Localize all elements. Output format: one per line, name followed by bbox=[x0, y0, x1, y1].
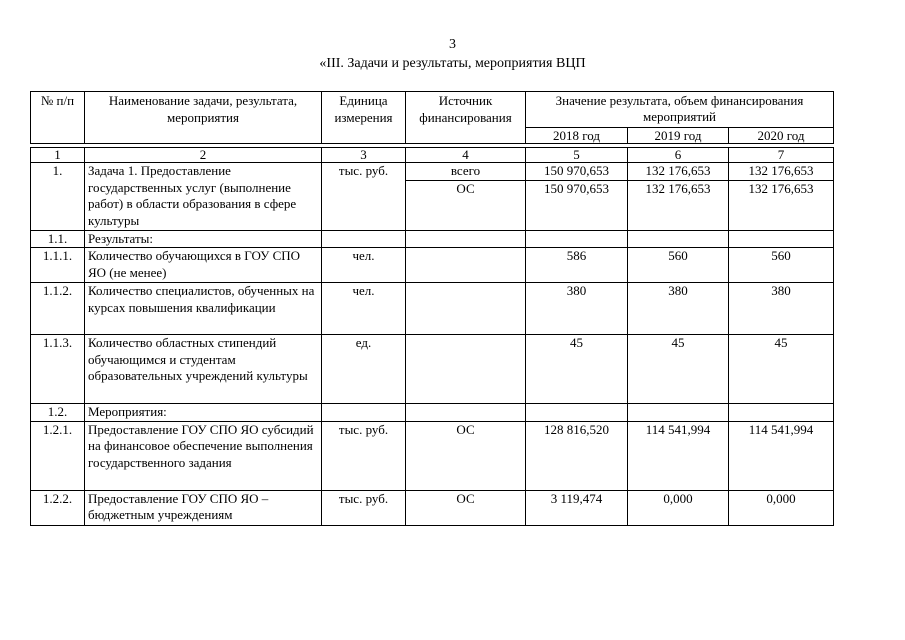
row-name: Предоставление ГОУ СПО ЯО – бюджетным учреждениям bbox=[85, 490, 322, 525]
table-row bbox=[31, 283, 834, 335]
column-number: 3 bbox=[322, 148, 406, 163]
row-value-2018: 150 970,653 bbox=[526, 163, 628, 181]
row-number: 1.1.3. bbox=[31, 335, 85, 404]
row-value-2018 bbox=[526, 230, 628, 248]
header-no: № п/п bbox=[31, 92, 85, 144]
header-source: Источник финансирования bbox=[406, 92, 526, 144]
row-source bbox=[406, 248, 526, 283]
row-source bbox=[406, 283, 526, 335]
row-value-2018: 3 119,474 bbox=[526, 490, 628, 525]
table-row bbox=[31, 248, 834, 283]
row-source bbox=[406, 335, 526, 404]
table-row bbox=[31, 421, 834, 490]
row-name: Результаты: bbox=[85, 230, 322, 248]
row-value-2020: 380 bbox=[729, 283, 834, 335]
row-value-2018: 586 bbox=[526, 248, 628, 283]
row-value-2020 bbox=[729, 404, 834, 422]
row-value-2019 bbox=[628, 404, 729, 422]
row-name: Мероприятия: bbox=[85, 404, 322, 422]
row-number: 1.2.2. bbox=[31, 490, 85, 525]
row-name: Количество специалистов, обученных на курсах повышения квалификации bbox=[85, 283, 322, 335]
row-number: 1.2.1. bbox=[31, 421, 85, 490]
header-name: Наименование задачи, результата, мероприятия bbox=[85, 92, 322, 144]
column-number: 2 bbox=[85, 148, 322, 163]
row-unit: чел. bbox=[322, 283, 406, 335]
row-value-2020 bbox=[729, 230, 834, 248]
row-unit bbox=[322, 404, 406, 422]
column-number: 5 bbox=[526, 148, 628, 163]
row-number: 1.1. bbox=[31, 230, 85, 248]
row-value-2019: 132 176,653 bbox=[628, 180, 729, 230]
row-value-2020: 132 176,653 bbox=[729, 180, 834, 230]
header-year-2019: 2019 год bbox=[628, 128, 729, 144]
row-value-2020: 132 176,653 bbox=[729, 163, 834, 181]
header-unit: Единица измерения bbox=[322, 92, 406, 144]
row-value-2018 bbox=[526, 404, 628, 422]
row-name: Предоставление ГОУ СПО ЯО субсидий на финансовое обеспечение выполнения государственного задания bbox=[85, 421, 322, 490]
row-value-2018: 128 816,520 bbox=[526, 421, 628, 490]
row-unit: ед. bbox=[322, 335, 406, 404]
table-row bbox=[31, 404, 834, 422]
header-value: Значение результата, объем финансирования мероприятий bbox=[526, 92, 834, 128]
table-header bbox=[30, 91, 834, 144]
row-number: 1. bbox=[31, 163, 85, 231]
row-unit: чел. bbox=[322, 248, 406, 283]
row-source: всего bbox=[406, 163, 526, 181]
column-number: 4 bbox=[406, 148, 526, 163]
row-source: ОС bbox=[406, 180, 526, 230]
table-row bbox=[31, 490, 834, 525]
row-source bbox=[406, 404, 526, 422]
row-value-2018: 45 bbox=[526, 335, 628, 404]
row-value-2019: 132 176,653 bbox=[628, 163, 729, 181]
row-value-2018: 380 bbox=[526, 283, 628, 335]
row-number: 1.1.1. bbox=[31, 248, 85, 283]
row-value-2019: 45 bbox=[628, 335, 729, 404]
column-number: 7 bbox=[729, 148, 834, 163]
row-unit: тыс. руб. bbox=[322, 490, 406, 525]
row-source: ОС bbox=[406, 490, 526, 525]
row-value-2019: 380 bbox=[628, 283, 729, 335]
row-value-2020: 560 bbox=[729, 248, 834, 283]
table-row bbox=[31, 335, 834, 404]
row-value-2020: 0,000 bbox=[729, 490, 834, 525]
row-name: Задача 1. Предоставление государственных услуг (выполнение работ) в области образования в сфере культуры bbox=[85, 163, 322, 231]
header-year-2020: 2020 год bbox=[729, 128, 834, 144]
row-value-2019 bbox=[628, 230, 729, 248]
row-value-2019: 0,000 bbox=[628, 490, 729, 525]
column-number: 1 bbox=[31, 148, 85, 163]
row-unit: тыс. руб. bbox=[322, 163, 406, 231]
row-value-2019: 560 bbox=[628, 248, 729, 283]
column-number-row bbox=[31, 148, 834, 163]
section-title: «III. Задачи и результаты, мероприятия ВЦП bbox=[319, 56, 586, 71]
row-value-2020: 114 541,994 bbox=[729, 421, 834, 490]
table-body bbox=[30, 147, 834, 526]
row-name: Количество областных стипендий обучающимся и студентам образовательных учреждений культуры bbox=[85, 335, 322, 404]
row-number: 1.1.2. bbox=[31, 283, 85, 335]
row-value-2018: 150 970,653 bbox=[526, 180, 628, 230]
page-number: 3 bbox=[449, 37, 456, 52]
row-unit bbox=[322, 230, 406, 248]
row-source: ОС bbox=[406, 421, 526, 490]
table-row bbox=[31, 163, 834, 181]
column-number: 6 bbox=[628, 148, 729, 163]
row-number: 1.2. bbox=[31, 404, 85, 422]
row-value-2020: 45 bbox=[729, 335, 834, 404]
table-row bbox=[31, 230, 834, 248]
row-unit: тыс. руб. bbox=[322, 421, 406, 490]
row-source bbox=[406, 230, 526, 248]
row-name: Количество обучающихся в ГОУ СПО ЯО (не менее) bbox=[85, 248, 322, 283]
header-year-2018: 2018 год bbox=[526, 128, 628, 144]
row-value-2019: 114 541,994 bbox=[628, 421, 729, 490]
